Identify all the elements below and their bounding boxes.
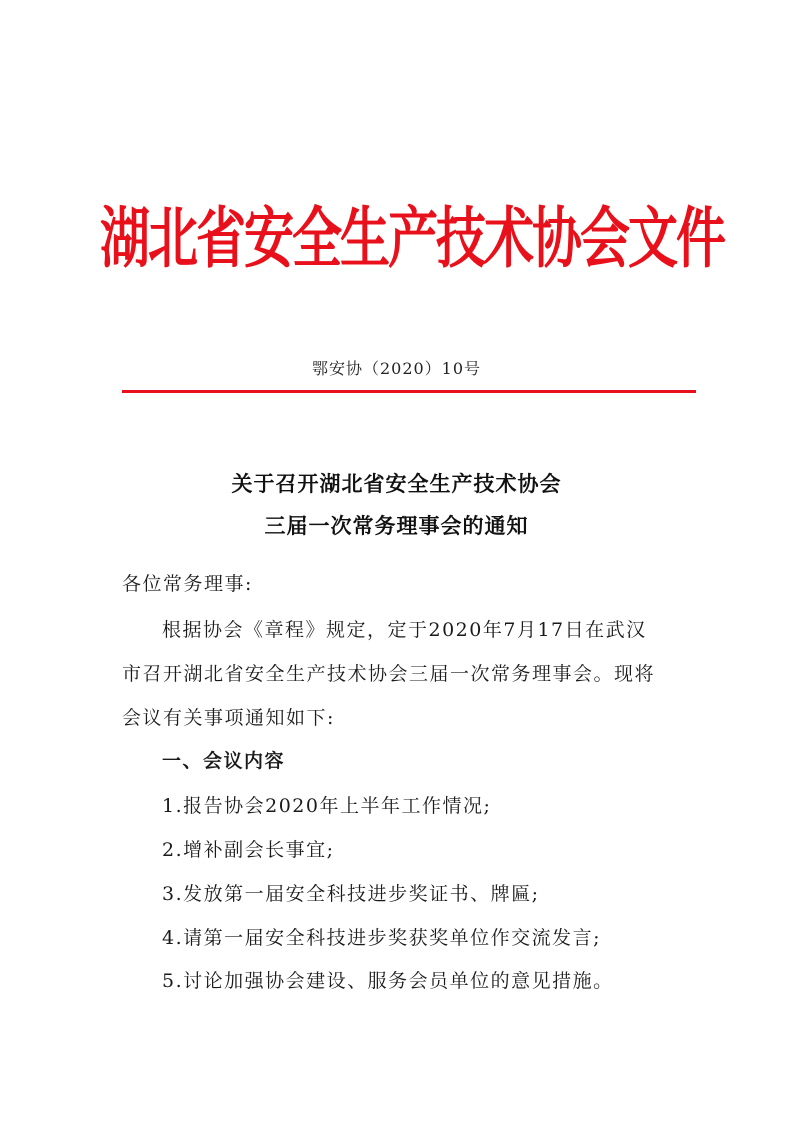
list-item: 4.请第一届安全科技进步奖获奖单位作交流发言; (162, 927, 602, 949)
notice-title-line-1: 关于召开湖北省安全生产技术协会 (231, 472, 562, 496)
list-item: 3.发放第一届安全科技进步奖证书、牌匾; (162, 883, 540, 905)
document-masthead: 湖北省安全生产技术协会文件 (100, 200, 724, 278)
paragraph-line: 根据协会《章程》规定，定于2020年7月17日在武汉 (162, 619, 647, 641)
paragraph-line: 市召开湖北省安全生产技术协会三届一次常务理事会。现将 (122, 663, 656, 685)
list-item: 1.报告协会2020年上半年工作情况; (162, 795, 492, 817)
red-divider (122, 390, 696, 393)
section-heading: 一、会议内容 (162, 750, 286, 772)
paragraph-line: 会议有关事项通知如下: (122, 707, 335, 729)
salutation: 各位常务理事: (122, 573, 253, 595)
document-number: 鄂安协（2020）10号 (311, 359, 482, 378)
list-item: 5.讨论加强协会建设、服务会员单位的意见措施。 (162, 970, 614, 992)
list-item: 2.增补副会长事宜; (162, 839, 335, 861)
notice-title-line-2: 三届一次常务理事会的通知 (264, 514, 529, 538)
